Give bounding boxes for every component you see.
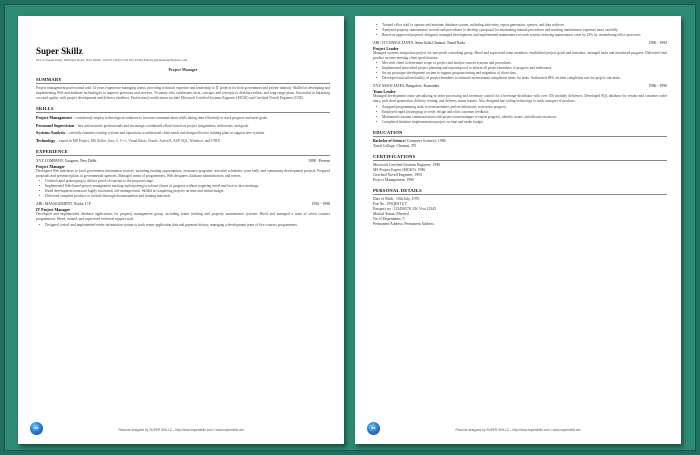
education-school: Tamil College, Chennai, TN (373, 143, 417, 148)
job-bullet: • Delivered complete products to include thorough documentation and training materials. (36, 194, 330, 199)
job-bullets (36, 223, 330, 228)
skill-text: – consistently employ technological solutions to increase communication while taking time efficiently to track progress and meet goals. (71, 116, 268, 120)
job-entry (373, 84, 667, 125)
summary-heading: SUMMARY (36, 77, 330, 84)
job-bullet: • Based on approved proposal, designed, managed development, and implemented maintenance records system, reducing maintenance costs by 22% by streamlining office processes. (373, 33, 667, 38)
continued-bullets (373, 23, 667, 38)
job-bullets (373, 61, 667, 81)
certification-item: MS Project Expert (MOUS), 1996 (373, 167, 426, 172)
summary-section (36, 77, 330, 101)
skill-item (36, 123, 330, 129)
job-bullet: • Maintained constant communication with project team manager to report progress, identify issues, and allocate resources. (373, 115, 667, 120)
personal-details-section (373, 188, 667, 227)
contact-address: 615-A Vasant Kunj, Mehrauli Road, New Delhi, 110070 (Tel) (510) 555-0136 (Email) gmahenen@mylabs.com (36, 58, 188, 62)
job-bullet: • Analyzed property maintenance records and procedures to develop a proposal for automating manual procedures and tracking maintenance expenses more carefully. (373, 28, 667, 33)
job-bullet: • Utilized rapid prototyping to deliver proof-of-concept to the proposal stage. (36, 179, 330, 184)
job-bullet: • Implemented Web-based project management tracking and reporting to inform clients of progress without requiring travel and face-to-face meetings. (36, 184, 330, 189)
job-bullet: • Hired development team into highly motivated, self-managed unit. Skilled at completing projects on time and within budget. (36, 189, 330, 194)
page-footer (367, 421, 669, 435)
job-company: ABC IT CONSULTANTS, Anna Salai,Chennai, Tamil Nadu (373, 40, 465, 45)
education-degree: Bachelor of Science (Computer Science), 1986 (373, 138, 446, 143)
skill-item (36, 138, 330, 144)
skills-section (36, 106, 330, 144)
skill-label: Personnel Supervision (36, 122, 75, 128)
personal-heading: PERSONAL DETAILS (373, 188, 667, 195)
job-title: IT Project Manager (36, 207, 71, 212)
personal-detail: Marital Status: Married (373, 211, 409, 216)
certification-item: Project Management, 1990 (373, 177, 415, 182)
job-title: Project Manager (36, 163, 65, 169)
job-entry (36, 202, 330, 228)
job-company: XYZ COMPANY, Gurgaon, New Delhi (36, 158, 97, 163)
candidate-name: Super Skillz (36, 46, 83, 56)
personal-detail: Pan No : PNQESTUV (373, 201, 408, 206)
skill-item (36, 115, 330, 121)
education-heading: EDUCATION (373, 130, 667, 137)
skill-item (36, 130, 330, 136)
job-dates: 1992 - 1998 (311, 202, 330, 206)
job-bullet: • Designed, tested, and implemented renter information system to track renter application data and payment history, managing a development team of five contract programmers. (36, 223, 330, 228)
job-bullet: • Trained office staff to operate and maintain database system, including data entry, report generation, queries, and data archives. (373, 23, 667, 28)
job-dates: 1990 - 1992 (648, 40, 667, 45)
job-entry (36, 159, 330, 200)
job-description: Managed development team specializing in order processing and inventory control for a beverage distributor with over 350 monthly deliveries. Developed SQL database for vendor and customer order entry, pick sheet generation, delivery routing, and delivery status reports. Also designed bar-coding technology to track transport of products. (373, 94, 667, 103)
job-bullet: • Assigned programming tasks to team members and set milestones to monitor progress. (373, 105, 667, 110)
job-bullet: • Met with client to determine scope of project and analyze current systems and procedures. (373, 61, 667, 66)
globe-logo-icon: SS (367, 422, 380, 435)
job-entry (373, 41, 667, 82)
job-title: Team Leader (373, 89, 396, 94)
certification-item: Microsoft Certified Systems Engineer, 1998 (373, 162, 441, 167)
job-bullet: • Developed and tailored utility of project members to estimate and maintain completion times for tasks. Authorized 48% on-time completion rate for project sub-tasks. (373, 76, 667, 81)
skill-label: Systems Analysis (36, 130, 66, 135)
skills-heading: SKILLS (36, 106, 330, 113)
personal-detail: No of Dependants: 5 (373, 216, 405, 221)
skill-label: Project Management (36, 115, 72, 120)
footer-text: Resume designed by SUPER SKILLZ – http://www.superskillz.com • www.superskillz.net (455, 428, 581, 432)
job-description: Managed systems integration project for non-profit consulting group. Hired and supervised team members, established project goals and timelines, arranged tasks and monitored progress. Delivered final product on time meeting client specifications. (373, 50, 667, 60)
job-bullet: • Implemented networked project planning and reporting tool to inform all project members of progress and milestones. (373, 66, 667, 71)
certification-item: Certified Novell Engineer, 1993 (373, 172, 422, 177)
experience-section (36, 149, 330, 228)
personal-detail: Date of Birth : 10th July, 1970 (373, 196, 420, 201)
job-title: Project Leader (373, 45, 399, 51)
personal-detail: Permanent Address: Permanent Address (373, 221, 434, 226)
job-company: XYZ ASSOCIATES, Bangalore, Karnataka (373, 84, 440, 88)
experience-heading: EXPERIENCE (36, 149, 330, 156)
objective-title: Project Manager (168, 67, 198, 72)
skill-text: – expert in MS Project, MS Office, Java, C, C++, Visual Basic, Oracle, ActiveX, ASP, SQL, Windows, and UNIX. (55, 138, 221, 143)
job-company: ABC MANAGEMENT, Noida, U.P (36, 202, 91, 206)
certifications-heading: CERTIFICATIONS (373, 154, 667, 161)
page-footer (30, 421, 332, 435)
job-bullet: • Completed database implementation project on time and under budget. (373, 120, 667, 125)
skill-label: Technology (36, 137, 56, 143)
job-description: Developed and implemented database applications for property management group, including renter tracking and property maintenance systems. Hired and managed a team of seven contract programmers. Hired, trained, and supervised technical support staff. (36, 212, 330, 221)
resume-page-1 (18, 16, 344, 444)
skill-text: – carefully examine existing systems and operations to understand client needs and design effective training plans to support new systems. (65, 131, 266, 135)
skill-text: – hire and motivate professionals and encourage coordinated efforts based on project assignments, milestones, and goals. (74, 123, 250, 128)
job-dates: 1986 - 1990 (648, 84, 667, 88)
certifications-section (373, 154, 667, 183)
resume-page-2 (355, 16, 681, 444)
summary-text: Project management professional with 14 years experience managing teams, providing technical expertise and leadership to IT projects for both government and private industry. Skilled at developing and implementing Web and database technologies to improve processes and services. Visionary who synthesizes facts, concepts and concepts to develop realistic and long-range plans. Successful in balancing cost and quality with project development and delivery timelines. Professional certifications include Microsoft Certified Systems Engineer (MCSE) and Certified Novell Engineer (CNE). (36, 86, 330, 100)
job-description: Developed Web interfaces to local government information sources, including funding opportunities, assistance programs, activities schedules, town halls, and community development projects. Prepared proposals and presented plans to governmental agencies. Managed teams of programmers, Web designers, database administrators, and testers. (36, 168, 330, 178)
globe-logo-icon: SS (30, 422, 43, 435)
job-bullets (36, 179, 330, 199)
footer-text: Resume designed by SUPER SKILLZ – http://www.superskillz.com • www.superskillz.net (118, 428, 244, 432)
document-viewer-frame (4, 4, 696, 451)
job-dates: 1998 - Present (308, 158, 330, 163)
job-bullets (373, 105, 667, 125)
personal-detail: Passport no : 123456578, UK Visa 12345 (373, 206, 437, 211)
job-bullet: • Set up prototype development system to support program testing and migration of client data. (373, 71, 667, 76)
education-section (373, 130, 667, 149)
job-bullet: • Employed rapid prototyping to verify design and elicit customer feedback. (373, 110, 667, 115)
